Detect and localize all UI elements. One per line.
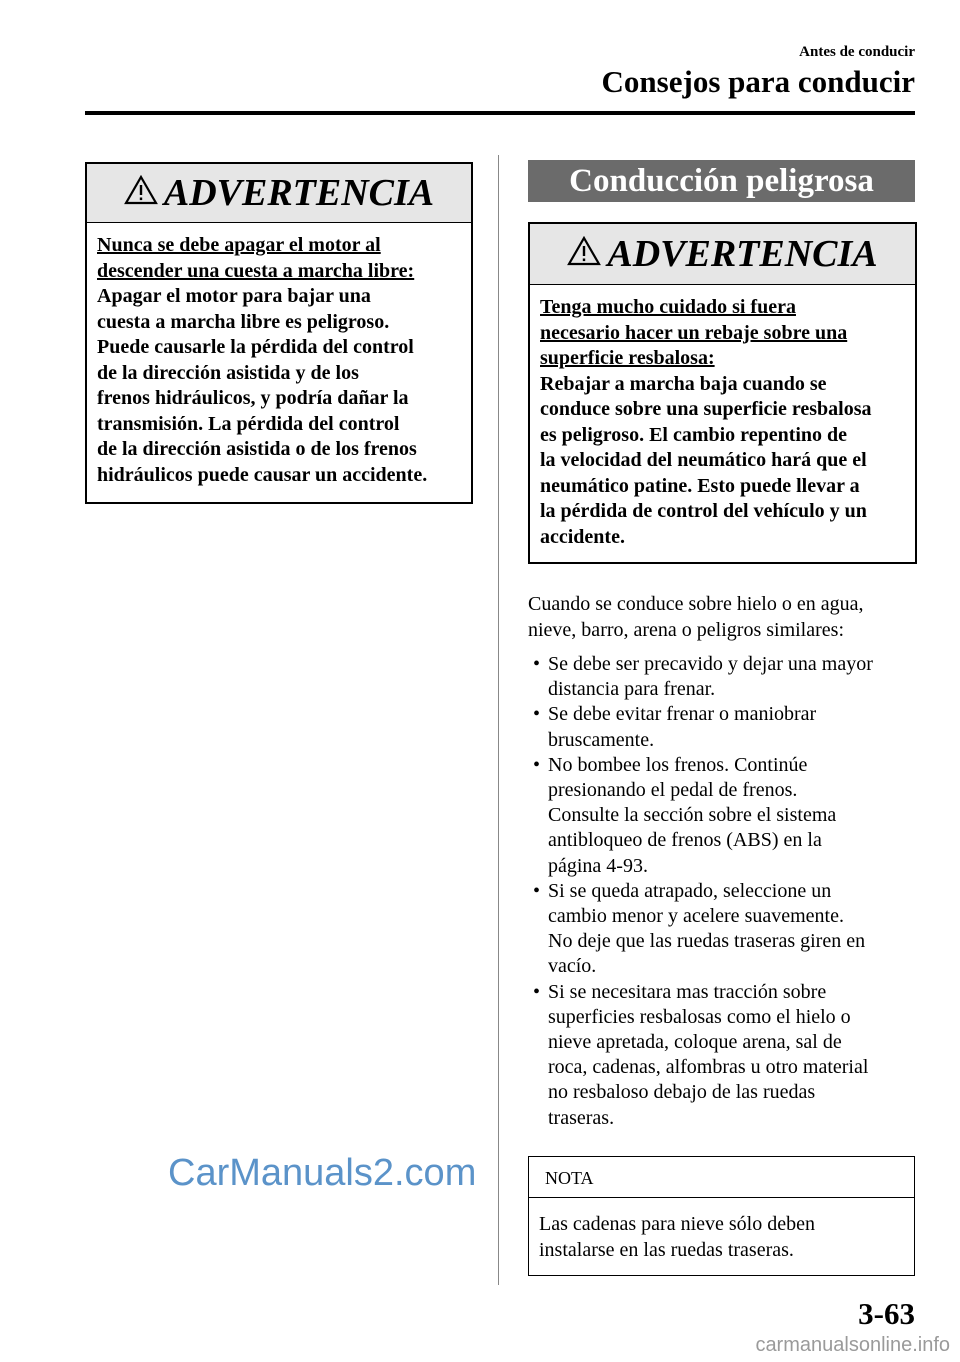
right-warning-line: accidente. [540, 525, 625, 548]
left-warning-box [85, 162, 473, 504]
right-warning-line: la velocidad del neumático hará que el [540, 449, 867, 471]
intro-line: Cuando se conduce sobre hielo o en agua, [528, 593, 864, 615]
left-warning-line: frenos hidráulicos, y podría dañar la [97, 387, 409, 409]
column-divider [498, 155, 499, 1285]
list-item [533, 753, 873, 879]
bullet-line: superficies resbalosas como el hielo o [548, 1005, 851, 1028]
warning-triangle-icon [124, 171, 158, 215]
bullet-list [533, 652, 873, 1131]
right-warning-underlined-line: Tenga mucho cuidado si fuera [540, 296, 796, 318]
left-warning-heading: ADVERTENCIA [163, 172, 435, 214]
bullet-line: antibloqueo de frenos (ABS) en la [548, 829, 822, 852]
nota-line: instalarse en las ruedas traseras. [539, 1238, 794, 1261]
bullet-icon: • [533, 703, 541, 726]
right-warning-header [530, 224, 915, 285]
right-warning-line: la pérdida de control del vehículo y un [540, 500, 867, 522]
left-warning-underlined-line: descender una cuesta a marcha libre: [97, 259, 415, 282]
intro-paragraph [528, 592, 863, 643]
page-number: 3-63 [858, 1296, 915, 1331]
intro-line: nieve, barro, arena o peligros similares: [528, 618, 844, 641]
right-warning-body [530, 285, 915, 558]
bullet-icon: • [533, 753, 541, 776]
left-warning-line: de la dirección asistida o de los frenos [97, 438, 417, 460]
bullet-line: cambio menor y acelere suavemente. [548, 905, 844, 928]
bullet-line: presionando el pedal de frenos. [548, 779, 798, 802]
bullet-line: no resbaloso debajo de las ruedas [548, 1081, 816, 1104]
bullet-line: Se debe evitar frenar o maniobrar [548, 703, 817, 726]
bullet-icon: • [533, 879, 541, 902]
bullet-icon: • [533, 980, 541, 1003]
list-item [533, 879, 873, 980]
left-warning-body [87, 223, 471, 496]
bullet-line: Consulte la sección sobre el sistema [548, 804, 837, 827]
bullet-line: vacío. [548, 955, 597, 978]
section-title-bar: Conducción peligrosa [528, 160, 915, 202]
bullet-line: No bombee los frenos. Continúe [548, 753, 808, 776]
right-warning-line: neumático patine. Esto puede llevar a [540, 474, 860, 497]
bullet-icon: • [533, 653, 541, 675]
watermark-logo: CarManuals2.com [168, 1152, 477, 1194]
left-warning-header [87, 164, 471, 223]
nota-heading: NOTA [529, 1157, 914, 1198]
right-warning-underlined-line: superficie resbalosa: [540, 347, 715, 369]
right-warning-line: conduce sobre una superficie resbalosa [540, 398, 872, 420]
right-warning-line: es peligroso. El cambio repentino de [540, 423, 848, 446]
left-warning-line: Apagar el motor para bajar una [97, 285, 371, 307]
right-warning-box [528, 222, 917, 564]
bullet-line: Se debe ser precavido y dejar una mayor [548, 653, 873, 675]
header-rule [85, 111, 915, 115]
bullet-line: distancia para frenar. [548, 678, 716, 701]
bullet-line: bruscamente. [548, 728, 655, 751]
nota-box [528, 1156, 915, 1276]
nota-body [529, 1198, 914, 1263]
left-warning-line: de la dirección asistida y de los [97, 361, 359, 384]
footer-watermark: carmanualsonline.info [755, 1334, 950, 1356]
header-section-label: Antes de conducir [799, 44, 915, 60]
header-title: Consejos para conducir [601, 64, 915, 99]
left-warning-line: cuesta a marcha libre es peligroso. [97, 310, 390, 333]
bullet-line: traseras. [548, 1106, 615, 1129]
bullet-line: nieve apretada, coloque arena, sal de [548, 1031, 842, 1054]
bullet-line: Si se necesitara mas tracción sobre [548, 980, 827, 1003]
bullet-line: roca, cadenas, alfombras u otro material [548, 1056, 869, 1079]
list-item [533, 652, 873, 702]
list-item [533, 702, 873, 752]
left-warning-line: Puede causarle la pérdida del control [97, 336, 414, 358]
left-warning-line: transmisión. La pérdida del control [97, 412, 400, 435]
left-warning-underlined-line: Nunca se debe apagar el motor al [97, 234, 381, 256]
right-warning-heading: ADVERTENCIA [607, 233, 878, 275]
right-warning-underlined-line: necesario hacer un rebaje sobre una [540, 321, 848, 344]
list-item [533, 980, 873, 1131]
left-warning-line: hidráulicos puede causar un accidente. [97, 463, 428, 486]
right-warning-line: Rebajar a marcha baja cuando se [540, 372, 827, 395]
bullet-line: página 4-93. [548, 854, 648, 877]
warning-triangle-icon [567, 232, 601, 276]
bullet-line: Si se queda atrapado, seleccione un [548, 879, 832, 902]
nota-line: Las cadenas para nieve sólo deben [539, 1213, 815, 1235]
bullet-line: No deje que las ruedas traseras giren en [548, 930, 866, 953]
